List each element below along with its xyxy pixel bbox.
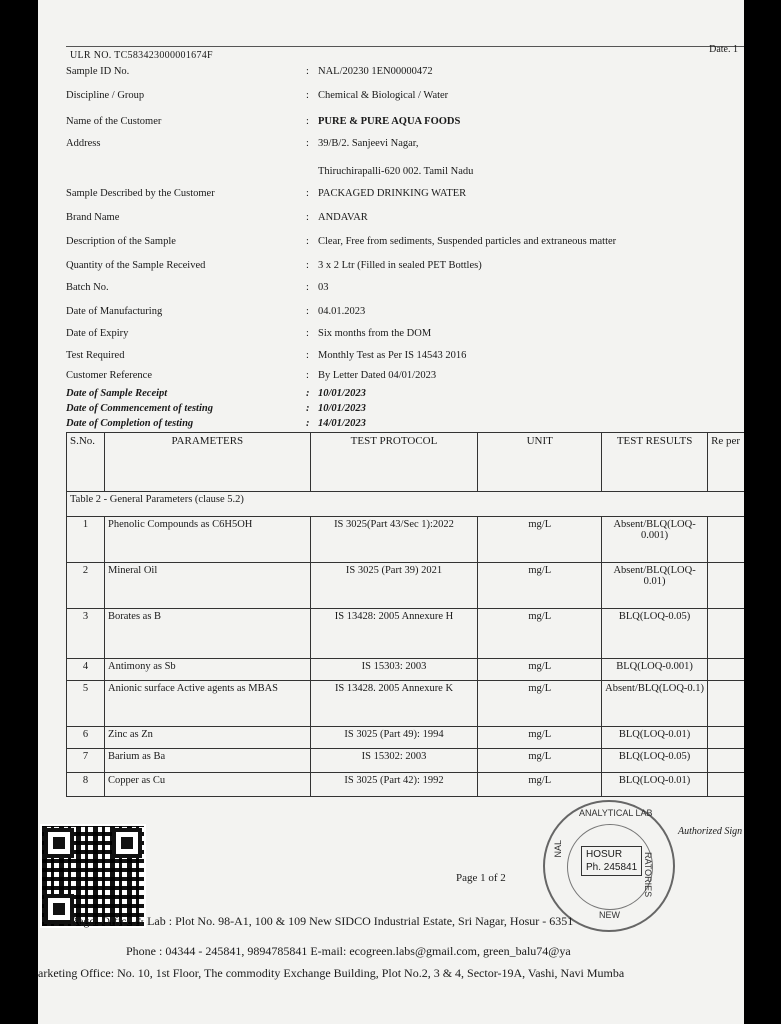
table-row: 3 Borates as B IS 13428: 2005 Annexure H mg/L BLQ(LOQ-0.05) — [67, 609, 745, 659]
table-row: 2 Mineral Oil IS 3025 (Part 39) 2021 mg/L Absent/BLQ(LOQ-0.01) — [67, 563, 745, 609]
table-row: 5 Anionic surface Active agents as MBAS IS 13428. 2005 Annexure K mg/L Absent/BLQ(LOQ-0.1) — [67, 681, 745, 727]
col-parameters: PARAMETERS — [104, 433, 310, 492]
parameters-table — [66, 432, 744, 797]
table-row: 6 Zinc as Zn IS 3025 (Part 49): 1994 mg/L BLQ(LOQ-0.01) — [67, 727, 745, 749]
table-row: 8 Copper as Cu IS 3025 (Part 42): 1992 mg/L BLQ(LOQ-0.01) — [67, 773, 745, 797]
date-label: Date. 1 — [709, 44, 738, 55]
page-number: Page 1 of 2 — [456, 872, 506, 884]
qr-code[interactable] — [40, 824, 146, 928]
table-header-row — [67, 433, 745, 492]
col-requirement: Re per — [708, 433, 744, 492]
table-row: 7 Barium as Ba IS 15302: 2003 mg/L BLQ(LOQ-0.05) — [67, 749, 745, 773]
table-section-row — [67, 492, 745, 517]
report-page: ULR NO. TC583423000001674F Date. 1 Sample ID No. : NAL/20230 1EN00000472 Discipline / Group : Chemical & Biological / Water Name of the Customer : PURE & PURE AQUA FOODS Address : 39/B/2. Sanjeevi Nagar, Thiruchirapalli-620 002. Tamil Nadu Sample Described by the Customer : PACKAGED DRINKING WATER Brand Name : ANDAVAR Description of the Sample : Clear, Free from sediments, Suspended particles and extraneous matter Quantity of the Sample Received : 3 x 2 Ltr (Filled in sealed PET Bottles) Batch No. : 03 Date of Manufacturing : 04.01.2023 Date of Expiry : Six months from the DOM Test Required : Monthly Test as Per IS 14543 2016 Customer Reference : By Letter Dated 04/01/2023 Date of Sample Receipt : 10/01/2023 Date of Commencement of testing : 10/01/2023 Date of Completion of testing : 14/01/2023 S.No. PARAMETERS TEST PROTOCOL UNIT TEST RESULTS Re per Table 2 - General Parameters (clause 5.2) 1 Phenolic Compounds as C6H5OH IS 3025(Part 43/Sec 1):2022 mg/L Absent/BLQ(LOQ-0.001) 2 Mineral Oil IS 3025 (Part 39) 2021 mg/L Absent/BLQ(LOQ-0.01) 3 Borates as B IS 13428: 2005 Annexure H mg/L BLQ(LOQ-0.05) 4 Antimony as Sb IS 15303: 2003 mg/L BLQ(LOQ-0.001) 5 Anionic surface Active agents as MBAS IS 13428. 2005 Annexure K mg/L Absent/BLQ(LOQ-0.1) 6 Zinc as Zn IS 3025 (Part 49): 1994 mg/L BLQ(LOQ-0.01) 7 Barium as Ba IS 15302: 2003 mg/L BLQ(LOQ-0.05) 8 Copper as Cu IS 3025 (Part 42): 1992 mg/L BLQ(LOQ-0.01) ANALYTICAL LAB RATORIES NAL NEW HOSUR Ph. 245841 Authorized Sign Page 1 of 2 Regd. Office & Lab : Plot No. 98-A1, 100 & 109 New SIDCO Industrial Estate, Sri Nagar, Hosur - 6351 Phone : 04344 - 245841, 9894785841 E-mail: ecogreen.labs@gmail.com, green_balu74@ya arketing Office: No. 10, 1st Floor, The commodity Exchange Building, Plot No.2, 3 & 4, Sector-19A, Vashi, Navi Mumba — [38, 0, 744, 1024]
lab-seal-stamp: ANALYTICAL LAB RATORIES NAL NEW HOSUR Ph. 245841 — [543, 800, 675, 932]
col-sno: S.No. — [67, 433, 105, 492]
section-title: Table 2 - General Parameters (clause 5.2) — [67, 492, 745, 517]
footer-office-address: Regd. Office & Lab : Plot No. 98-A1, 100 & 109 New SIDCO Industrial Estate, Sri Nagar, Hosur - 6351 — [70, 914, 574, 928]
footer-marketing-office: arketing Office: No. 10, 1st Floor, The commodity Exchange Building, Plot No.2, 3 & 4, Sector-19A, Vashi, Navi Mumba — [38, 966, 625, 980]
ulr-number: ULR NO. TC583423000001674F — [70, 50, 213, 61]
col-unit: UNIT — [478, 433, 602, 492]
header-rule — [66, 46, 744, 47]
authorized-signatory: Authorized Sign — [678, 826, 743, 837]
footer-contact: Phone : 04344 - 245841, 9894785841 E-mail: ecogreen.labs@gmail.com, green_balu74@ya — [126, 944, 571, 958]
col-test-results: TEST RESULTS — [602, 433, 708, 492]
col-test-protocol: TEST PROTOCOL — [310, 433, 478, 492]
table-row: 4 Antimony as Sb IS 15303: 2003 mg/L BLQ(LOQ-0.001) — [67, 659, 745, 681]
table-row: 1 Phenolic Compounds as C6H5OH IS 3025(Part 43/Sec 1):2022 mg/L Absent/BLQ(LOQ-0.001) — [67, 517, 745, 563]
